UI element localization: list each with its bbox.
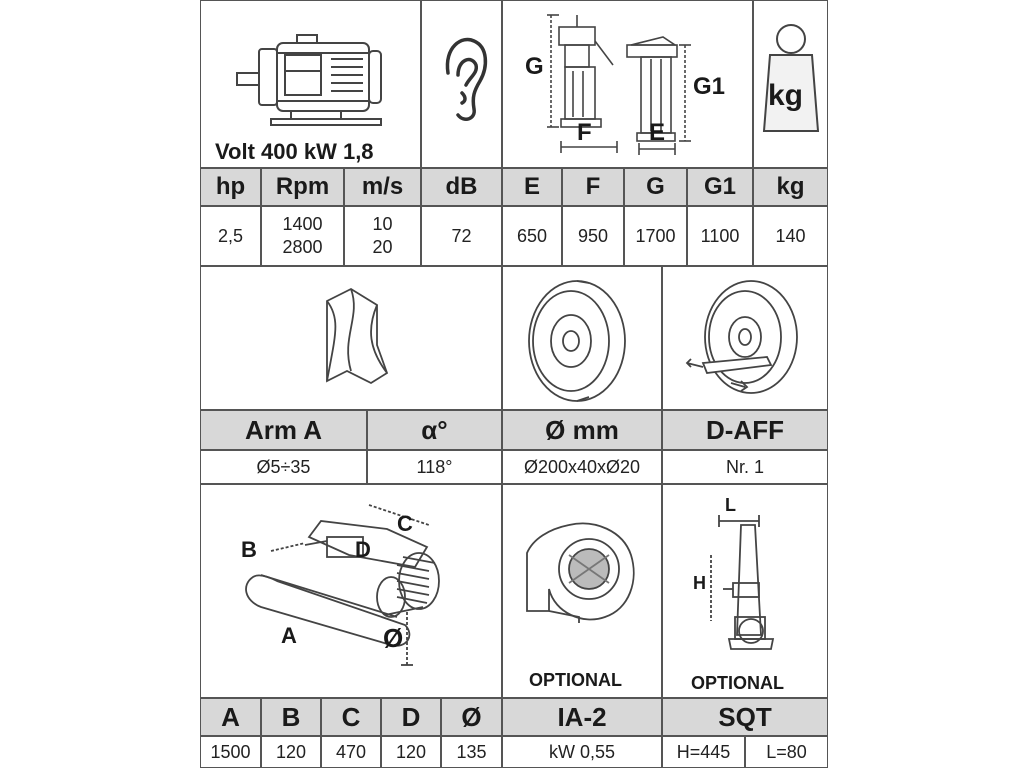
motor-cell	[200, 0, 421, 168]
tool-header-alpha: α°	[367, 410, 502, 450]
spec-value-g: 1700	[624, 206, 687, 266]
rpm-low: 1400	[282, 214, 323, 234]
dressing-cell	[662, 266, 828, 410]
drill-bit-icon	[201, 267, 503, 411]
belt-header-a: A	[200, 698, 261, 736]
belt-label-a: A	[281, 623, 297, 648]
belt-header-b: B	[261, 698, 321, 736]
belt-header-phi: Ø	[441, 698, 502, 736]
ms-low: 10	[372, 214, 393, 234]
spec-value-ms	[344, 206, 421, 266]
belt-label-phi: Ø	[383, 623, 404, 653]
spec-header-hp: hp	[200, 168, 261, 206]
dim-label-f: F	[577, 119, 592, 146]
belt-label-c: C	[397, 511, 413, 536]
optional-label-sqt: OPTIONAL	[691, 673, 784, 693]
dust-extractor-icon	[503, 485, 663, 699]
spec-value-hp: 2,5	[200, 206, 261, 266]
dim-label-g1: G1	[693, 73, 726, 100]
belt-value-b: 120	[261, 736, 321, 768]
spec-header-e: E	[502, 168, 562, 206]
spec-header-g: G	[624, 168, 687, 206]
spec-value-g1: 1100	[687, 206, 753, 266]
noise-cell	[421, 0, 502, 168]
sqt-cell	[662, 484, 828, 698]
weight-cell	[753, 0, 828, 168]
tool-header-diameter: Ø mm	[502, 410, 662, 450]
belt-header-d: D	[381, 698, 441, 736]
ms-high: 20	[372, 237, 393, 257]
value-ia2-power: kW 0,55	[502, 736, 662, 768]
belt-label-d: D	[355, 537, 371, 562]
tool-value-alpha: 118°	[367, 450, 502, 484]
belt-diagram	[201, 485, 503, 699]
tool-value-diameter: Ø200x40xØ20	[502, 450, 662, 484]
sqt-label-l: L	[725, 495, 736, 515]
tool-header-daff: D-AFF	[662, 410, 828, 450]
belt-value-c: 470	[321, 736, 381, 768]
ear-icon	[422, 1, 503, 169]
belt-label-b: B	[241, 537, 257, 562]
tool-header-arm: Arm A	[200, 410, 367, 450]
spec-value-rpm	[261, 206, 344, 266]
wheel-cell	[502, 266, 662, 410]
tool-value-daff: Nr. 1	[662, 450, 828, 484]
weight-label: kg	[768, 79, 804, 112]
extractor-cell	[502, 484, 662, 698]
value-sqt-l: L=80	[745, 736, 828, 768]
header-ia2: IA-2	[502, 698, 662, 736]
spec-value-f: 950	[562, 206, 624, 266]
sqt-table-icon	[663, 485, 829, 699]
spec-header-f: F	[562, 168, 624, 206]
sqt-label-h: H	[693, 573, 706, 593]
header-sqt: SQT	[662, 698, 828, 736]
spec-value-kg: 140	[753, 206, 828, 266]
dimensions-cell	[502, 0, 753, 168]
spec-header-ms: m/s	[344, 168, 421, 206]
spec-header-kg: kg	[753, 168, 828, 206]
drill-bit-cell	[200, 266, 502, 410]
grinding-wheel-icon	[503, 267, 663, 411]
tool-value-arm: Ø5÷35	[200, 450, 367, 484]
dim-label-e: E	[649, 119, 666, 146]
spec-header-db: dB	[421, 168, 502, 206]
belt-value-a: 1500	[200, 736, 261, 768]
spec-value-db: 72	[421, 206, 502, 266]
belt-header-c: C	[321, 698, 381, 736]
motor-caption: Volt 400 kW 1,8	[215, 139, 374, 164]
belt-cell	[200, 484, 502, 698]
spec-header-g1: G1	[687, 168, 753, 206]
spec-header-rpm: Rpm	[261, 168, 344, 206]
belt-value-d: 120	[381, 736, 441, 768]
rpm-high: 2800	[282, 237, 323, 257]
optional-label-ia2: OPTIONAL	[529, 670, 622, 690]
belt-value-phi: 135	[441, 736, 502, 768]
dim-label-g: G	[525, 53, 544, 80]
spec-value-e: 650	[502, 206, 562, 266]
value-sqt-h: H=445	[662, 736, 745, 768]
wheel-dresser-icon	[663, 267, 829, 411]
